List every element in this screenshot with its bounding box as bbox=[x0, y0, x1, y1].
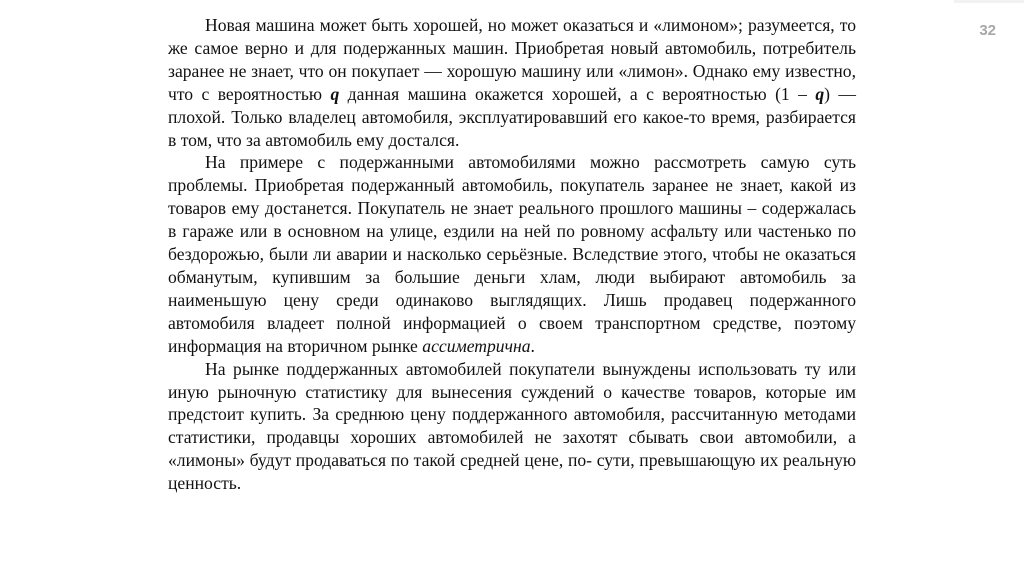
paragraph-lemons-intro bbox=[168, 14, 856, 151]
paragraph-text: Новая машина может быть хорошей, но может оказаться и «лимоном»; разумеется, то же самое верно и для подержанных машин. Приобретая новый автомобиль, потребитель заранее не знает, что он покупает — хорошую машину или «лимон». Однако ему известно, что с вероятностью bbox=[168, 15, 856, 104]
slide-number-accent bbox=[954, 0, 1024, 3]
paragraph-text: данная машина окажется хорошей, а с вероятностью (1 – bbox=[339, 83, 816, 104]
paragraph-text: ) — плохой. Только владелец автомобиля, эксплуатировавший его какое-то время, разбирается в том, что за автомобиль ему достался. bbox=[168, 83, 856, 150]
paragraph-market-statistics bbox=[168, 358, 856, 495]
paragraph-text: . bbox=[530, 335, 535, 356]
emphasis-term: ассиметрична bbox=[422, 335, 531, 356]
slide-number: 32 bbox=[979, 22, 996, 39]
variable-q: q bbox=[815, 83, 825, 104]
variable-q: q bbox=[330, 83, 340, 104]
paragraph-text: На примере с подержанными автомобилями можно рассмотреть самую суть проблемы. Приобретая подержанный автомобиль, покупатель заранее не знает, какой из товаров ему достанется. Покупатель не знает реального прошлого машины – содержалась в гараже или в основном на улице, ездили на ней по ровному асфальту или частенько по бездорожью, были ли аварии и насколько серьёзные. Вследствие этого, чтобы не оказаться обманутым, купившим за большие деньги хлам, люди выбирают автомобиль за наименьшую цену среди одинаково выглядящих. Лишь продавец подержанного автомобиля владеет полной информацией о своем транспортном средстве, поэтому информация на вторичном рынке bbox=[168, 152, 856, 356]
paragraph-text: На рынке поддержанных автомобилей покупатели вынуждены использовать ту или иную рыночную статистику для вынесения суждений о качестве товаров, которые им предстоит купить. За среднюю цену поддержанного автомобиля, рассчитанную методами статистики, продавцы хороших автомобилей не захотят сбывать свои автомобили, а «лимоны» будут продаваться по такой средней цене, по- сути, превышающую их реальную ценность. bbox=[168, 358, 856, 494]
slide-body-text bbox=[168, 14, 856, 495]
paragraph-used-cars-problem bbox=[168, 151, 856, 357]
